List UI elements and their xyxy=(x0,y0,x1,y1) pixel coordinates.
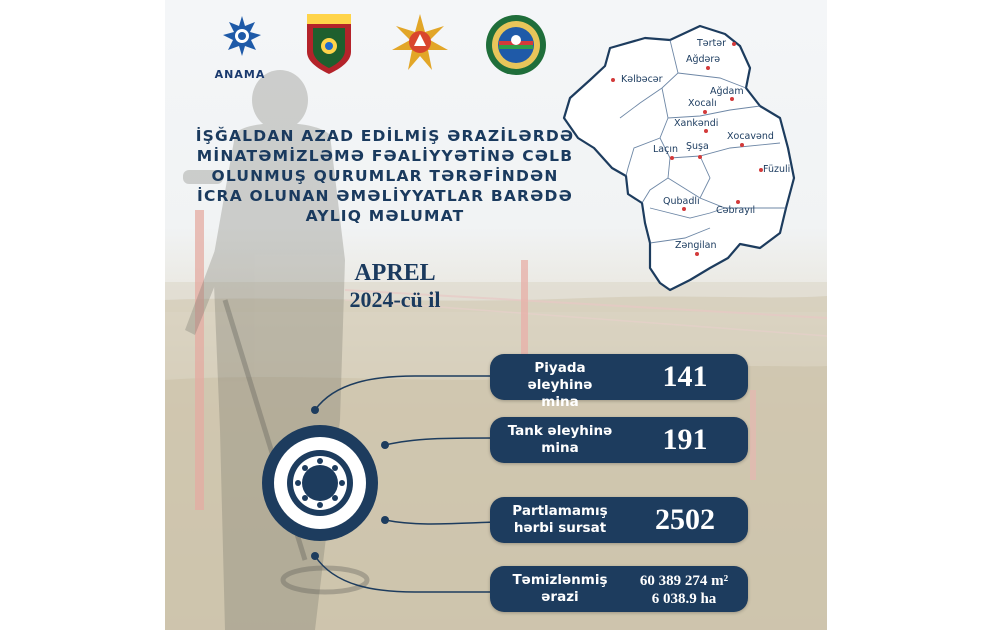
stat-label xyxy=(500,360,620,411)
stat-antitank-mines xyxy=(490,417,748,463)
map-label-lacin: Laçın xyxy=(653,144,678,155)
map-marker xyxy=(736,200,740,204)
stat-label-line: ərazi xyxy=(541,589,579,605)
title-line: AYLIQ MƏLUMAT xyxy=(305,207,465,225)
stat-value: 141 xyxy=(662,360,708,393)
stat-label-line: mina xyxy=(541,394,579,410)
map-marker xyxy=(706,66,710,70)
map-label-agdam: Ağdam xyxy=(710,86,744,97)
title-line: İCRA OLUNAN ƏMƏLİYYATLAR BARƏDƏ xyxy=(197,187,573,205)
map-label-terter: Tərtər xyxy=(697,38,727,49)
map-marker xyxy=(740,143,744,147)
stat-label-line: hərbi sursat xyxy=(513,520,607,536)
report-month: APREL xyxy=(354,260,436,286)
stat-label-line: Piyada əleyhinə xyxy=(527,360,593,393)
stat-antipersonnel-mines xyxy=(490,354,748,410)
mine-icon xyxy=(262,425,378,541)
map-label-kelbecer: Kəlbəcər xyxy=(621,74,663,85)
title-line: OLUNMUŞ QURUMLAR TƏRƏFİNDƏN xyxy=(211,167,559,185)
title-line: İŞĞALDAN AZAD EDİLMİŞ ƏRAZİLƏRDƏ xyxy=(195,127,575,145)
stat-value xyxy=(620,572,748,608)
map-marker xyxy=(611,78,615,82)
anama-logo xyxy=(220,14,264,66)
stat-value: 191 xyxy=(662,423,708,456)
map-marker xyxy=(670,156,674,160)
title-line: MİNATƏMİZLƏMƏ FƏALİYYƏTİNƏ CƏLB xyxy=(196,147,574,165)
map-label-fuzuli: Füzuli xyxy=(763,164,791,175)
map-label-xankendi: Xankəndi xyxy=(674,118,719,129)
stat-unexploded-ordnance xyxy=(490,497,748,543)
stat-value: 2502 xyxy=(655,503,715,536)
ministry-of-defense-emblem xyxy=(303,12,355,76)
map-label-xocali: Xocalı xyxy=(688,98,717,109)
stat-label-line: Tank əleyhinə xyxy=(507,423,613,439)
map-marker xyxy=(698,155,702,159)
map-marker xyxy=(730,97,734,101)
map-label-susa: Şuşa xyxy=(686,141,709,152)
map-label-xocavend: Xocavənd xyxy=(727,131,774,142)
stat-label xyxy=(500,503,620,537)
region-map xyxy=(550,18,810,300)
stat-label-line: Partlamamış xyxy=(512,503,608,519)
report-year: 2024-cü il xyxy=(349,287,441,312)
connector-diagram xyxy=(255,360,515,622)
map-label-agdere: Ağdərə xyxy=(686,54,721,65)
stat-value-line: 60 389 274 m² xyxy=(639,573,729,589)
stat-label-line: mina xyxy=(541,440,579,456)
map-label-zengilan: Zəngilan xyxy=(675,240,717,251)
map-marker xyxy=(682,207,686,211)
map-marker xyxy=(759,168,763,172)
map-marker xyxy=(703,110,707,114)
infographic-poster xyxy=(165,0,827,630)
stat-value-line: 6 038.9 ha xyxy=(651,591,717,607)
map-marker xyxy=(732,42,736,46)
stat-cleared-area xyxy=(490,566,748,612)
stat-label-line: Təmizlənmiş xyxy=(512,572,608,588)
map-marker xyxy=(704,129,708,133)
map-label-qubadli: Qubadlı xyxy=(663,196,700,207)
map-marker xyxy=(695,252,699,256)
border-service-emblem xyxy=(485,14,547,76)
stat-label xyxy=(500,423,620,457)
infographic-title xyxy=(180,126,590,226)
emergency-situations-emblem xyxy=(390,12,450,74)
map-label-cebrayil: Cəbrayıl xyxy=(716,205,756,216)
anama-wordmark: ANAMA xyxy=(214,68,266,81)
stat-label xyxy=(500,572,620,606)
